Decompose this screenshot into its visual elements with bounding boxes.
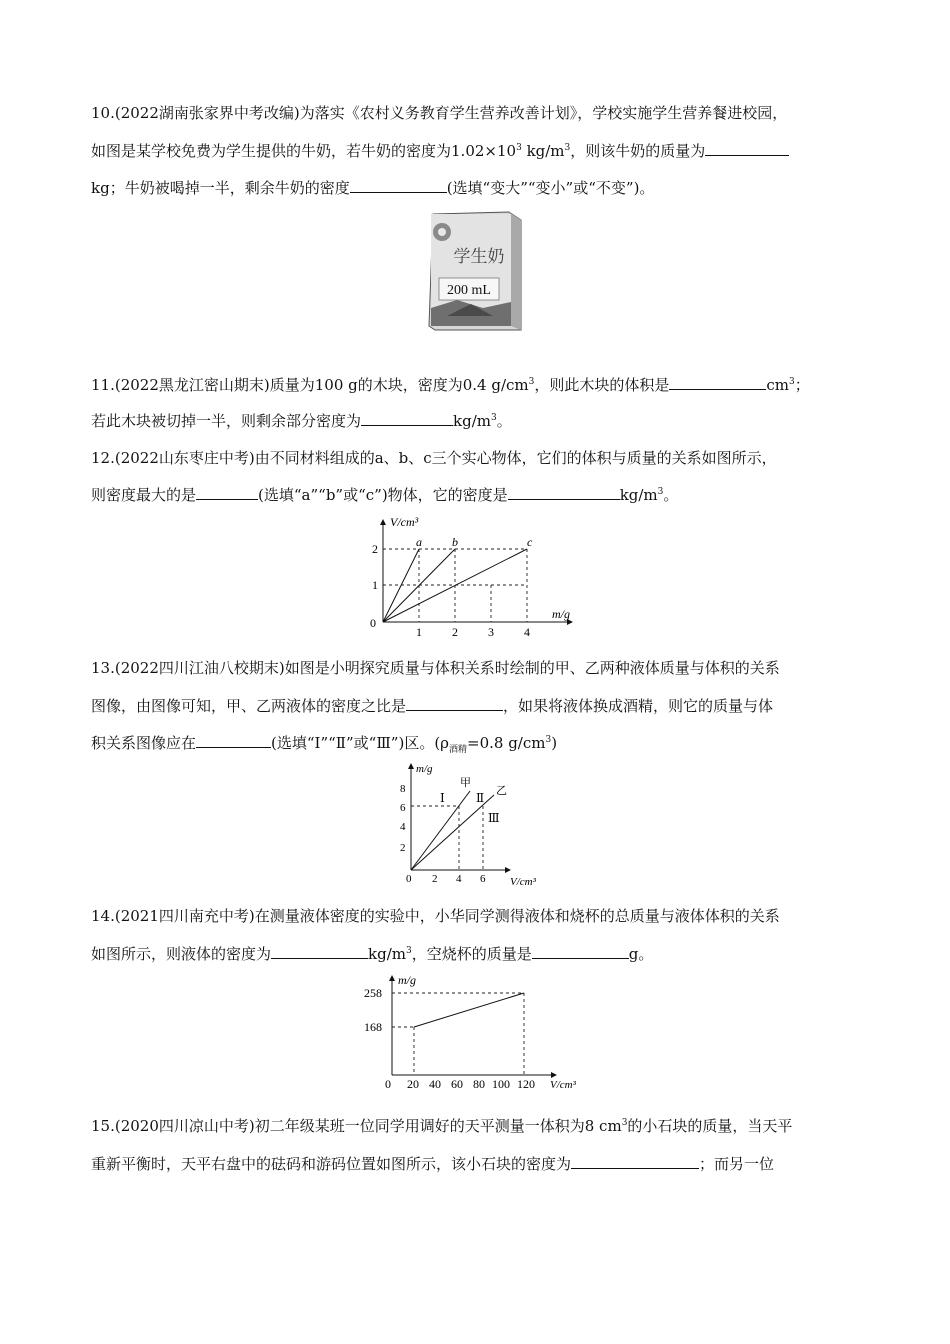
answer-blank[interactable] — [669, 374, 766, 390]
answer-blank[interactable] — [508, 484, 620, 500]
q15-line-1: 15.(2020四川凉山中考)初二年级某班一位同学用调好的天平测量一体积为8 $cm^3$的小石块的质量，当天平 — [91, 1117, 793, 1135]
q12-xtick: 1 — [416, 625, 422, 639]
q15-line-2: 重新平衡时，天平右盘中的砝码和游码位置如图所示，该小石块的密度为 ；而另一位 — [91, 1155, 775, 1173]
q13-xtick: 4 — [456, 873, 462, 885]
answer-blank[interactable] — [406, 695, 503, 711]
q13-ytick: 6 — [400, 802, 406, 814]
q12-y-axis-label: V/cm³ — [390, 515, 419, 529]
q13-xtick: 2 — [432, 873, 438, 885]
q14-xtick: 40 — [429, 1077, 441, 1091]
q14-xtick: 120 — [517, 1077, 535, 1091]
q13-ytick: 2 — [400, 842, 406, 854]
q12-ytick: 2 — [372, 542, 378, 556]
q14-line-1: 14.(2021四川南充中考)在测量液体密度的实验中，小华同学测得液体和烧杯的总质量与液体体积的关系 — [91, 907, 780, 925]
q12-graph — [360, 512, 590, 642]
milk-volume-label: 200 mL — [447, 283, 491, 298]
q13-y-axis-label: m/g — [416, 763, 433, 775]
line-a — [383, 549, 419, 622]
q14-y-axis-label: m/g — [398, 973, 416, 987]
q11-line-2: 若此木块被切掉一半，则剩余部分密度为 $kg/m^3$。 — [91, 412, 512, 430]
q12-origin-label: 0 — [370, 616, 376, 630]
q14-origin-label: 0 — [385, 1077, 391, 1091]
region-3-label: Ⅲ — [488, 811, 500, 825]
q12-line-1: 12.(2022山东枣庄中考)由不同材料组成的a、b、c三个实心物体，它们的体积与质量的关系如图所示， — [91, 449, 777, 467]
q13-graph — [392, 758, 536, 890]
q10-line-2: 如图是某学校免费为学生提供的牛奶，若牛奶的密度为$1.02\times 10^3$ $kg/m^3$，则该牛奶的质量为 — [91, 140, 789, 161]
q14-xtick: 100 — [492, 1077, 510, 1091]
series-yi-label: 乙 — [496, 785, 507, 797]
milk-carton-image — [427, 208, 523, 332]
region-1-label: Ⅰ — [440, 791, 445, 805]
q12-xtick: 3 — [488, 625, 494, 639]
line-b-label: b — [452, 535, 458, 549]
q14-ytick: 258 — [364, 986, 382, 1000]
answer-blank[interactable] — [361, 410, 453, 426]
q12-xtick: 4 — [524, 625, 530, 639]
q13-origin-label: 0 — [406, 873, 412, 885]
answer-blank[interactable] — [271, 943, 368, 959]
line-c-label: c — [527, 535, 533, 549]
q10-line-3: kg；牛奶被喝掉一半，剩余牛奶的密度 (选填“变大”“变小”或“不变”)。 — [91, 179, 655, 197]
answer-blank[interactable] — [196, 484, 258, 500]
answer-blank[interactable] — [196, 732, 271, 748]
q14-xtick: 20 — [407, 1077, 419, 1091]
q13-x-axis-label: V/cm³ — [510, 876, 536, 888]
q13-line-1: 13.(2022四川江油八校期末)如图是小明探究质量与体积关系时绘制的甲、乙两种液体质量与体积的关系 — [91, 659, 780, 677]
q12-xtick: 2 — [452, 625, 458, 639]
q14-x-axis-label: V/cm³ — [550, 1079, 576, 1091]
q13-line-3: 积关系图像应在 (选填“Ⅰ”“Ⅱ”或“Ⅲ”)区。($\rho_{酒精}=0.8$ $g/cm^3$) — [91, 734, 558, 755]
q13-line-2: 图像，由图像可知，甲、乙两液体的密度之比是 ，如果将液体换成酒精，则它的质量与体 — [91, 697, 774, 715]
line-a-label: a — [416, 535, 422, 549]
answer-blank[interactable] — [571, 1153, 699, 1169]
milk-brand-label: 学生奶 — [453, 247, 505, 266]
answer-blank[interactable] — [705, 140, 789, 156]
q12-ytick: 1 — [372, 578, 378, 592]
q14-line-2: 如图所示，则液体的密度为 $kg/m^3$，空烧杯的质量是 g。 — [91, 945, 654, 963]
q14-graph — [360, 970, 590, 1096]
q14-data-line — [414, 993, 524, 1027]
q11-line-1: 11.(2022黑龙江密山期末)质量为100 g的木块，密度为0.4 $g/cm^3$，则此木块的体积是 $cm^3$； — [91, 376, 810, 394]
q13-ytick: 8 — [400, 783, 406, 795]
q14-ytick: 168 — [364, 1020, 382, 1034]
q13-xtick: 6 — [480, 873, 486, 885]
answer-blank[interactable] — [532, 943, 629, 959]
answer-blank[interactable] — [350, 177, 447, 193]
q10-line-1: 10.(2022湖南张家界中考改编)为落实《农村义务教育学生营养改善计划》，学校实施学生营养餐进校园， — [91, 104, 788, 122]
region-2-label: Ⅱ — [476, 791, 485, 805]
q13-ytick: 4 — [400, 821, 406, 833]
q12-x-axis-label: m/g — [552, 607, 570, 621]
series-jia-label: 甲 — [460, 777, 471, 789]
q14-xtick: 80 — [473, 1077, 485, 1091]
q14-xtick: 60 — [451, 1077, 463, 1091]
q12-line-2: 则密度最大的是 (选填“a”“b”或“c”)物体，它的密度是 $kg/m^3$。 — [91, 486, 679, 504]
